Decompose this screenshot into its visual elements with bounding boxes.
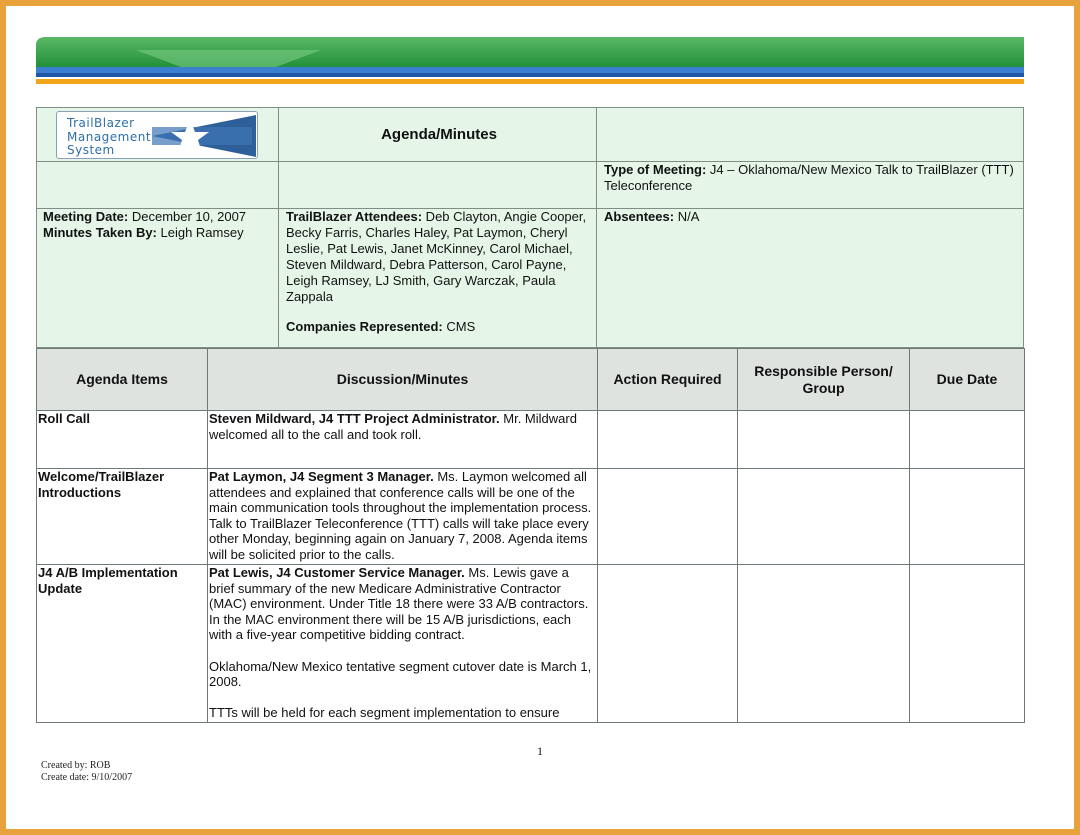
- header-banner: [36, 37, 1024, 85]
- table-row: [37, 411, 1025, 469]
- table-row: [37, 565, 1025, 723]
- companies-value: CMS: [442, 319, 476, 334]
- minutes-by-label: Minutes Taken By:: [43, 225, 157, 240]
- meeting-date-label: Meeting Date:: [43, 209, 129, 224]
- companies-label: Companies Represented:: [286, 319, 443, 334]
- discussion-lead: Pat Lewis, J4 Customer Service Manager.: [209, 565, 465, 580]
- created-by: Created by: ROB: [41, 760, 111, 771]
- column-header-responsible: Responsible Person/ Group: [738, 349, 910, 411]
- column-header-agenda-items: Agenda Items: [37, 349, 208, 411]
- action-cell: [598, 469, 738, 565]
- due-date-cell: [910, 565, 1025, 723]
- tms-logo: [56, 111, 258, 159]
- discussion-paragraph: Oklahoma/New Mexico tentative segment cutover date is March 1, 2008.: [209, 658, 592, 690]
- attendees: [286, 209, 592, 335]
- discussion-lead: Steven Mildward, J4 TTT Project Administrator.: [209, 411, 500, 426]
- responsible-cell: [738, 469, 910, 565]
- responsible-cell: [738, 411, 910, 469]
- discussion-cell: [208, 411, 598, 469]
- table-header-row: [37, 349, 1025, 411]
- discussion-cell: [208, 469, 598, 565]
- logo-line-1: TrailBlazer: [67, 116, 135, 130]
- page-number: 1: [537, 744, 543, 758]
- minutes-by-value: Leigh Ramsey: [156, 225, 244, 240]
- discussion-paragraph: TTTs will be held for each segment implementation to ensure: [209, 705, 560, 721]
- attendees-label: TrailBlazer Attendees:: [286, 209, 423, 224]
- action-cell: [598, 565, 738, 723]
- column-header-discussion: Discussion/Minutes: [208, 349, 598, 411]
- discussion-text: Mr. Mildward welcomed all to the call and took roll.: [209, 411, 577, 442]
- type-of-meeting-value: J4 – Oklahoma/New Mexico Talk to TrailBlazer (TTT) Teleconference: [604, 162, 1014, 193]
- meeting-date-value: December 10, 2007: [128, 209, 247, 224]
- logo-line-2: Management: [67, 129, 152, 144]
- absentees-label: Absentees:: [604, 209, 675, 224]
- due-date-cell: [910, 411, 1025, 469]
- logo-line-3: System: [67, 143, 115, 157]
- star-icon: [152, 115, 256, 157]
- absentees-value: N/A: [674, 209, 700, 224]
- column-header-due-date: Due Date: [910, 349, 1025, 411]
- agenda-item: Roll Call: [37, 411, 208, 469]
- page-title: Agenda/Minutes: [381, 126, 497, 143]
- discussion-lead: Pat Laymon, J4 Segment 3 Manager.: [209, 469, 434, 484]
- discussion-cell: [208, 565, 598, 723]
- discussion-text: Ms. Laymon welcomed all attendees and explained that conference calls will be one of the main communication tools throughout the implementation process. Talk to TrailBlazer Teleconference (TTT) calls will take place every other Monday, beginning again on January 7, 2008. Agenda items will be solicited prior to the calls.: [209, 469, 592, 562]
- column-header-action-required: Action Required: [598, 349, 738, 411]
- create-date: Create date: 9/10/2007: [41, 772, 133, 783]
- document-footer: [41, 760, 132, 784]
- type-of-meeting-label: Type of Meeting:: [604, 162, 707, 177]
- type-of-meeting: [604, 162, 1019, 194]
- agenda-item: Welcome/TrailBlazer Introductions: [37, 469, 208, 565]
- meeting-header: [36, 107, 1024, 348]
- meeting-info: [43, 209, 273, 241]
- due-date-cell: [910, 469, 1025, 565]
- agenda-item: J4 A/B Implementation Update: [37, 565, 208, 723]
- agenda-table: [36, 348, 1025, 723]
- attendees-value: Deb Clayton, Angie Cooper, Becky Farris, Charles Haley, Pat Laymon, Cheryl Leslie, Pat Lewis, Janet McKinney, Carol Michael, Steven Mildward, Debra Patterson, Carol Payne, Leigh Ramsey, LJ Smith, Gary Warczak, Paula Zappala: [286, 209, 587, 304]
- table-row: [37, 469, 1025, 565]
- responsible-cell: [738, 565, 910, 723]
- discussion-text: Ms. Lewis gave a brief summary of the new Medicare Administrative Contractor (MAC) environment. Under Title 18 there were 33 A/B contractors. In the MAC environment there will be 15 A/B jurisdictions, each with a five-year competitive bidding contract.: [209, 565, 589, 643]
- action-cell: [598, 411, 738, 469]
- absentees: [604, 209, 1004, 225]
